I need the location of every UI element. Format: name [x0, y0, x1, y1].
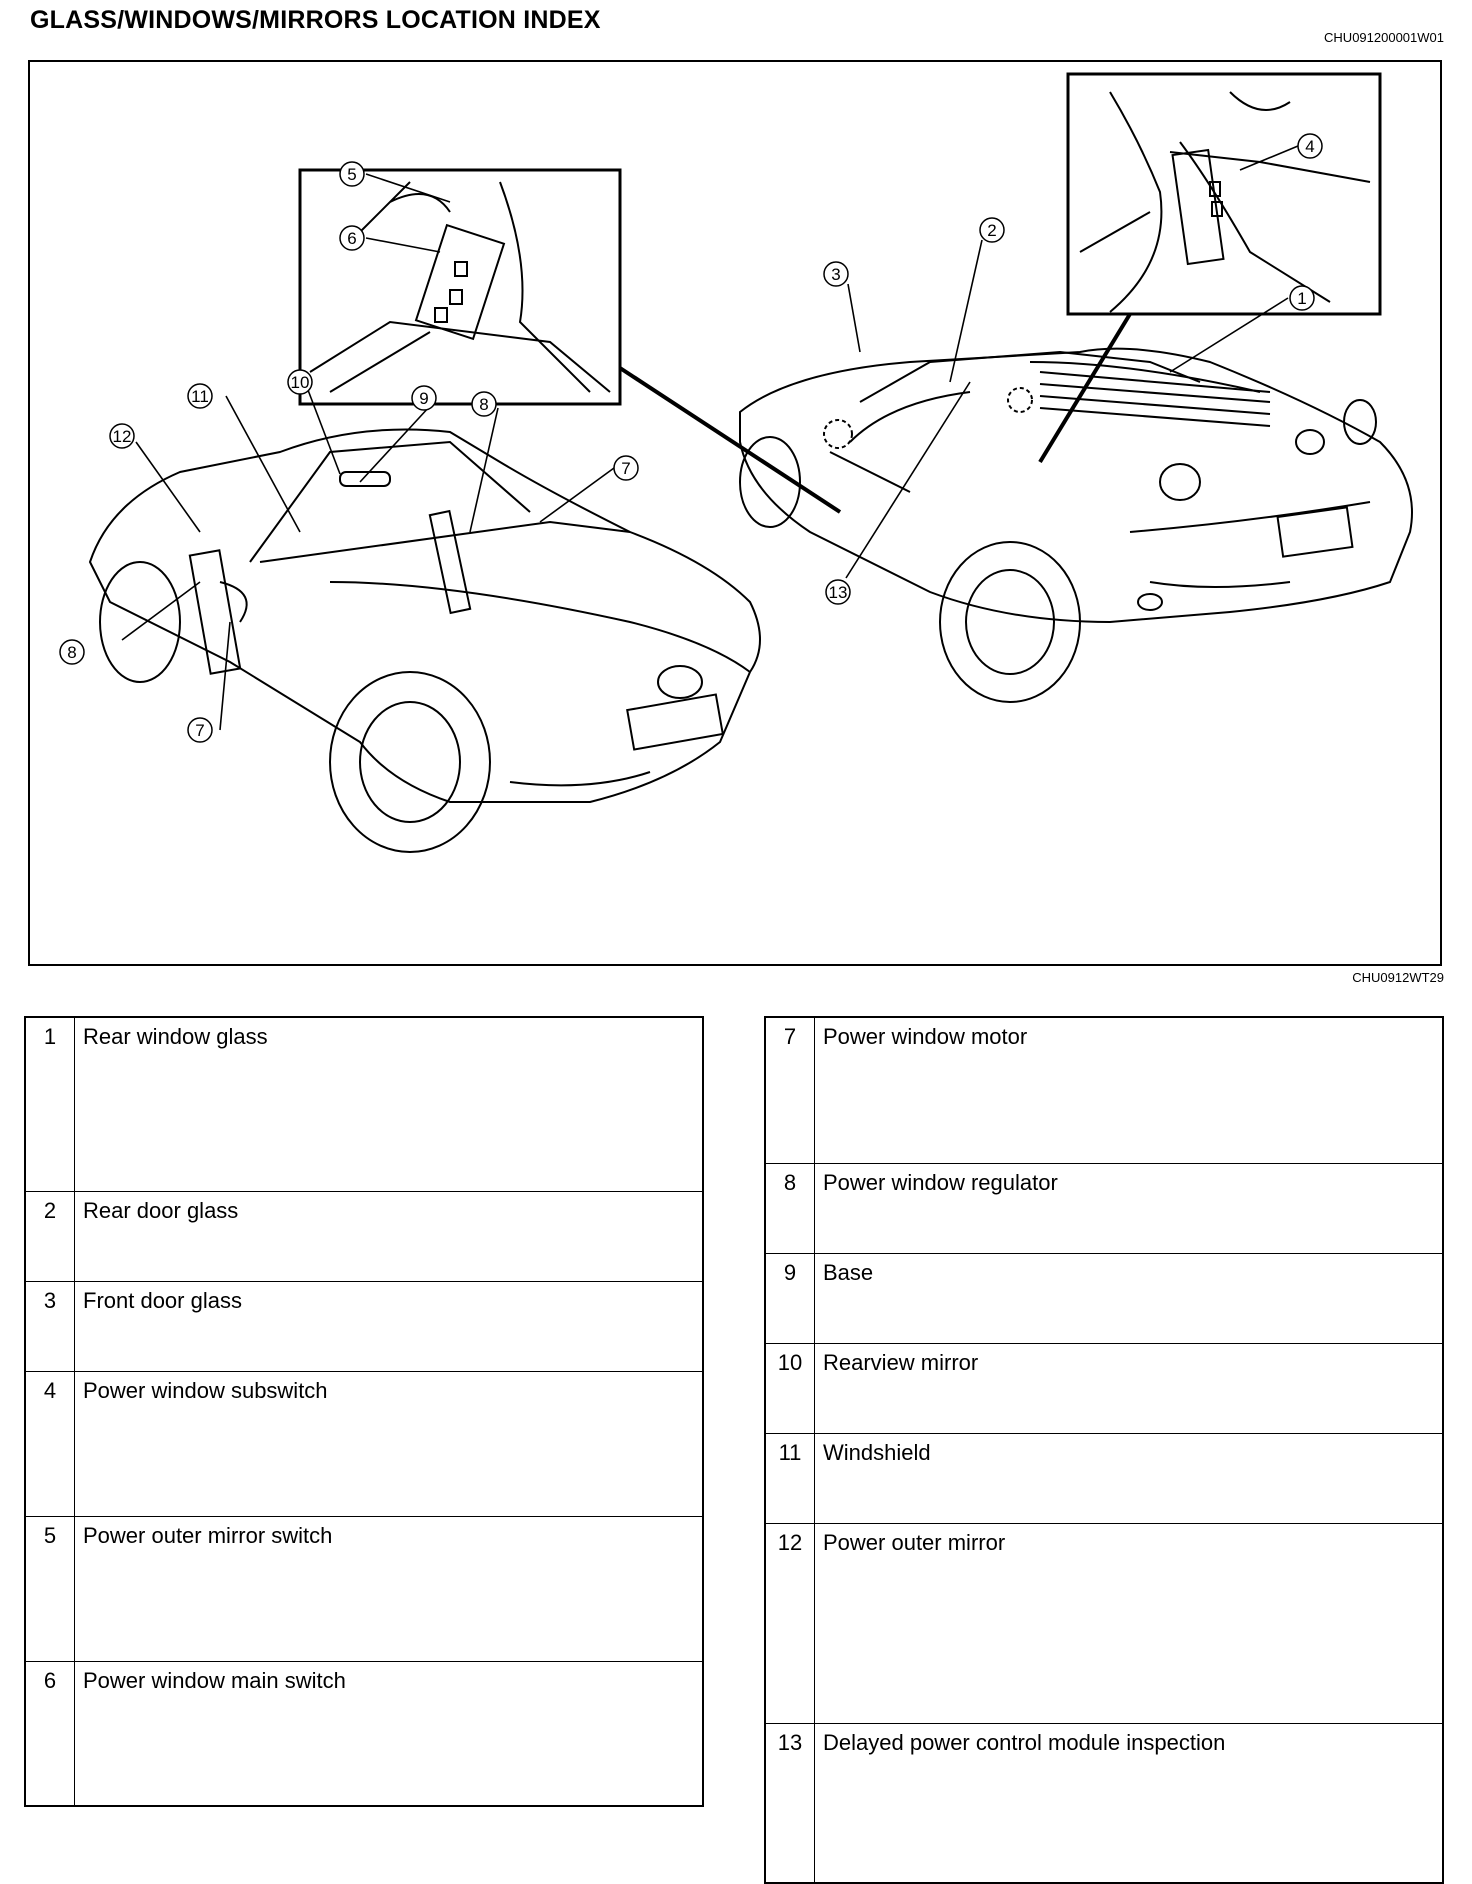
- svg-text:4: 4: [1305, 137, 1315, 156]
- item-label: Rear door glass: [75, 1191, 704, 1281]
- callout-13: [826, 580, 850, 604]
- item-number: 8: [765, 1163, 815, 1253]
- item-label: Delayed power control module inspection: [815, 1723, 1444, 1883]
- car-illustration: [30, 62, 1440, 964]
- svg-text:13: 13: [828, 583, 848, 602]
- callout-10: [288, 370, 312, 394]
- item-label: Windshield: [815, 1433, 1444, 1523]
- item-number: 3: [25, 1281, 75, 1371]
- callout-8-top: [472, 392, 496, 416]
- callout-3: [824, 262, 848, 286]
- svg-text:8: 8: [479, 395, 489, 414]
- table-row: [25, 1371, 703, 1516]
- item-number: 9: [765, 1253, 815, 1343]
- item-number: 7: [765, 1017, 815, 1163]
- page-title: GLASS/WINDOWS/MIRRORS LOCATION INDEX: [30, 6, 601, 34]
- table-row: [25, 1017, 703, 1191]
- table-row: [765, 1723, 1443, 1883]
- item-label: Rear window glass: [75, 1017, 704, 1191]
- svg-text:6: 6: [347, 229, 357, 248]
- item-number: 10: [765, 1343, 815, 1433]
- svg-text:7: 7: [621, 459, 631, 478]
- table-row: [765, 1253, 1443, 1343]
- item-label: Power outer mirror: [815, 1523, 1444, 1723]
- table-row: [765, 1523, 1443, 1723]
- table-row: [765, 1017, 1443, 1163]
- item-number: 13: [765, 1723, 815, 1883]
- item-label: Front door glass: [75, 1281, 704, 1371]
- table-row: [25, 1661, 703, 1806]
- callout-5: [340, 162, 364, 186]
- item-label: Power window motor: [815, 1017, 1444, 1163]
- svg-text:1: 1: [1297, 289, 1307, 308]
- location-diagram: [28, 60, 1442, 966]
- callout-11: [188, 384, 212, 408]
- table-row: [25, 1516, 703, 1661]
- callout-2: [980, 218, 1004, 242]
- item-label: Power window subswitch: [75, 1371, 704, 1516]
- svg-text:8: 8: [67, 643, 77, 662]
- item-label: Base: [815, 1253, 1444, 1343]
- callout-6: [340, 226, 364, 250]
- document-code: CHU091200001W01: [1324, 30, 1444, 45]
- item-label: Power window main switch: [75, 1661, 704, 1806]
- table-row: [765, 1343, 1443, 1433]
- svg-text:7: 7: [195, 721, 205, 740]
- svg-text:10: 10: [290, 373, 310, 392]
- table-row: [765, 1163, 1443, 1253]
- svg-text:12: 12: [112, 427, 132, 446]
- callout-4: [1298, 134, 1322, 158]
- callout-1: [1290, 286, 1314, 310]
- item-number: 4: [25, 1371, 75, 1516]
- table-row: [25, 1281, 703, 1371]
- table-row: [25, 1191, 703, 1281]
- item-number: 1: [25, 1017, 75, 1191]
- callout-12: [110, 424, 134, 448]
- callout-7-bottom: [188, 718, 212, 742]
- callout-8-left: [60, 640, 84, 664]
- item-number: 2: [25, 1191, 75, 1281]
- svg-text:9: 9: [419, 389, 429, 408]
- svg-text:5: 5: [347, 165, 357, 184]
- callout-9: [412, 386, 436, 410]
- svg-text:2: 2: [987, 221, 997, 240]
- item-label: Power outer mirror switch: [75, 1516, 704, 1661]
- index-table-left: [24, 1016, 704, 1807]
- table-row: [765, 1433, 1443, 1523]
- figure-code: CHU0912WT29: [1352, 970, 1444, 985]
- inset-main-switch: [300, 170, 620, 404]
- callout-7-top: [614, 456, 638, 480]
- item-number: 6: [25, 1661, 75, 1806]
- svg-text:3: 3: [831, 265, 841, 284]
- item-number: 11: [765, 1433, 815, 1523]
- item-number: 5: [25, 1516, 75, 1661]
- item-number: 12: [765, 1523, 815, 1723]
- index-table-right: [764, 1016, 1444, 1884]
- inset-subswitch: [1068, 74, 1380, 314]
- svg-text:11: 11: [191, 387, 209, 406]
- item-label: Rearview mirror: [815, 1343, 1444, 1433]
- item-label: Power window regulator: [815, 1163, 1444, 1253]
